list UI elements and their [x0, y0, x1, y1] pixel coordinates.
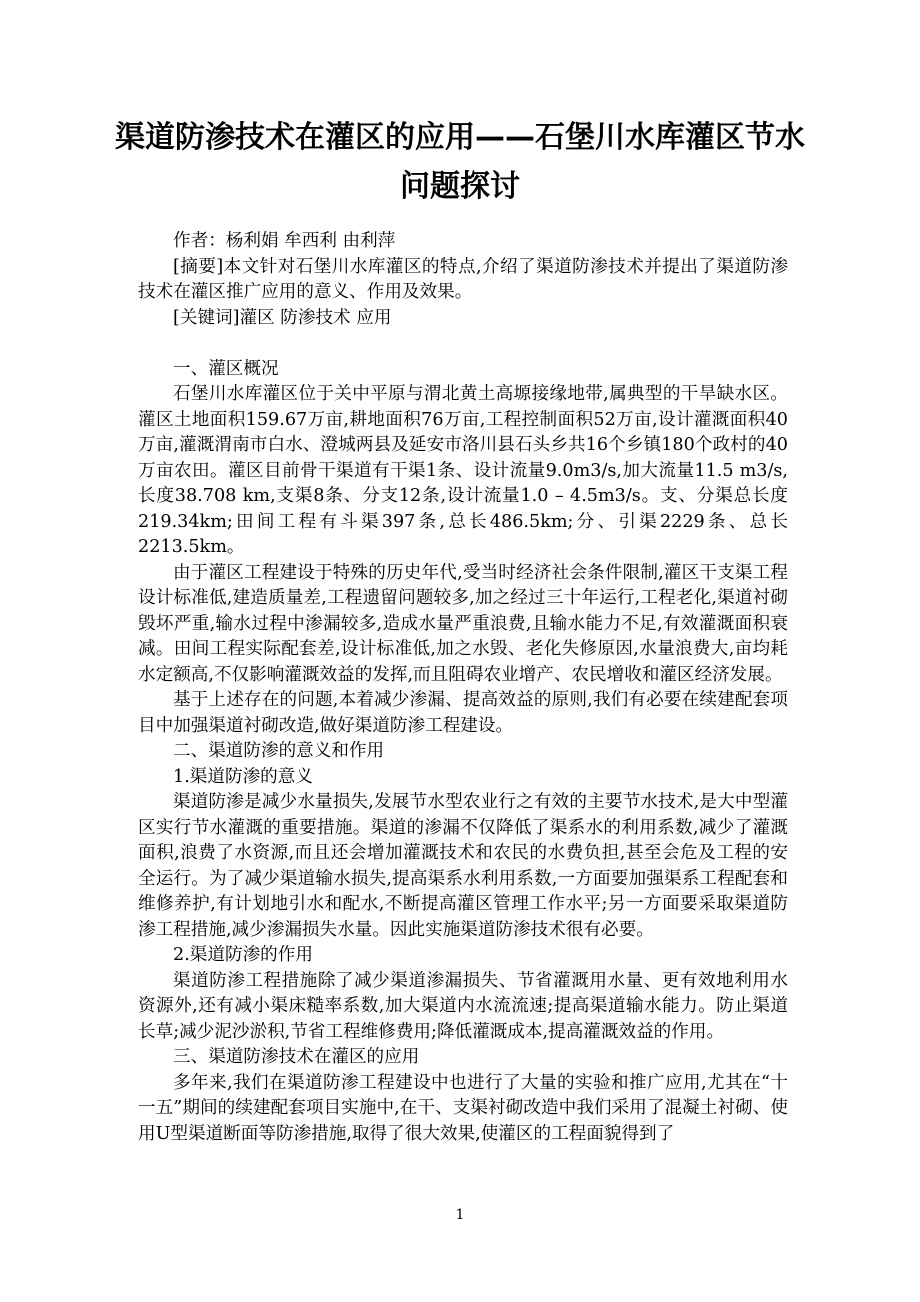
section-heading: 二、渠道防渗的意义和作用	[173, 741, 385, 761]
body-paragraph: 渠道防渗是减少水量损失,发展节水型农业行之有效的主要节水技术,是大中型灌区实行节水灌溉的重要措施。渠道的渗漏不仅降低了渠系水的利用系数,减少了灌溉面积,浪费了水资源,而且还会增加灌溉技术和农民的水费负担,甚至会危及工程的安全运行。为了减少渠道输水损失,提高渠系水利用系数,一方面要加强渠系工程配套和维修养护,有计划地引水和配水,不断提高灌区管理工作水平;另一方面要采取渠道防渗工程措施,减少渗漏损失水量。因此实施渠道防渗技术很有必要。	[138, 792, 788, 940]
body-paragraph: 由于灌区工程建设于特殊的历史年代,受当时经济社会条件限制,灌区干支渠工程设计标准低,建造质量差,工程遗留问题较多,加之经过三十年运行,工程老化,渠道衬砌毁坏严重,输水过程中渗漏较多,造成水量严重浪费,且输水能力不足,有效灌溉面积衰减。田间工程实际配套差,设计标准低,加之水毁、老化失修原因,水量浪费大,亩均耗水定额高,不仅影响灌溉效益的发挥,而且阻碍农业增产、农民增收和灌区经济发展。	[138, 562, 788, 685]
body-paragraph: 渠道防渗工程措施除了减少渠道渗漏损失、节省灌溉用水量、更有效地利用水资源外,还有减小渠床糙率系数,加大渠道内水流流速;提高渠道输水能力。防止渠道长草;减少泥沙淤积,节省工程维修费用;降低灌溉成本,提高灌溉效益的作用。	[138, 970, 788, 1042]
body-paragraph: 石堡川水库灌区位于关中平原与渭北黄土高塬接缘地带,属典型的干旱缺水区。灌区土地面积159.67万亩,耕地面积76万亩,工程控制面积52万亩,设计灌溉面积40万亩,灌溉渭南市白水、澄城两县及延安市洛川县石头乡共16个乡镇180个政村的40万亩农田。灌区目前骨干渠道有干渠1条、设计流量9.0m3/s,加大流量11.5 m3/s,长度38.708 km,支渠8条、分支12条,设计流量1.0 – 4.5m3/s。支、分渠总长度219.34km;田间工程有斗渠397条,总长486.5km;分、引渠2229条、总长2213.5km。	[138, 384, 788, 557]
subsection-heading: 1.渠道防渗的意义	[173, 766, 313, 787]
author-line: 作者：杨利娟 牟西利 由利萍	[173, 231, 396, 251]
body-paragraph: 多年来,我们在渠道防渗工程建设中也进行了大量的实验和推广应用,尤其在“十一五”期间的续建配套项目实施中,在干、支渠衬砌改造中我们采用了混凝土衬砌、使用U型渠道断面等防渗措施,取得了很大效果,使灌区的工程面貌得到了	[138, 1072, 788, 1144]
keywords-line: [关键词]灌区 防渗技术 应用	[173, 307, 392, 328]
page-number: 1	[455, 1207, 465, 1223]
blank-line	[138, 331, 788, 357]
document-title-line-1: 渠道防渗技术在灌区的应用——石堡川水库灌区节水	[115, 120, 805, 155]
subsection-heading: 2.渠道防渗的作用	[173, 945, 313, 965]
document-body	[138, 229, 788, 1147]
document-title-line-2: 问题探讨	[400, 169, 520, 204]
body-paragraph: 基于上述存在的问题,本着减少渗漏、提高效益的原则,我们有必要在续建配套项目中加强渠道衬砌改造,做好渠道防渗工程建设。	[138, 690, 788, 736]
abstract-paragraph: [摘要]本文针对石堡川水库灌区的特点,介绍了渠道防渗技术并提出了渠道防渗技术在灌区推广应用的意义、作用及效果。	[138, 256, 788, 302]
section-heading: 三、渠道防渗技术在灌区的应用	[173, 1047, 420, 1067]
section-heading: 一、灌区概况	[173, 358, 279, 379]
